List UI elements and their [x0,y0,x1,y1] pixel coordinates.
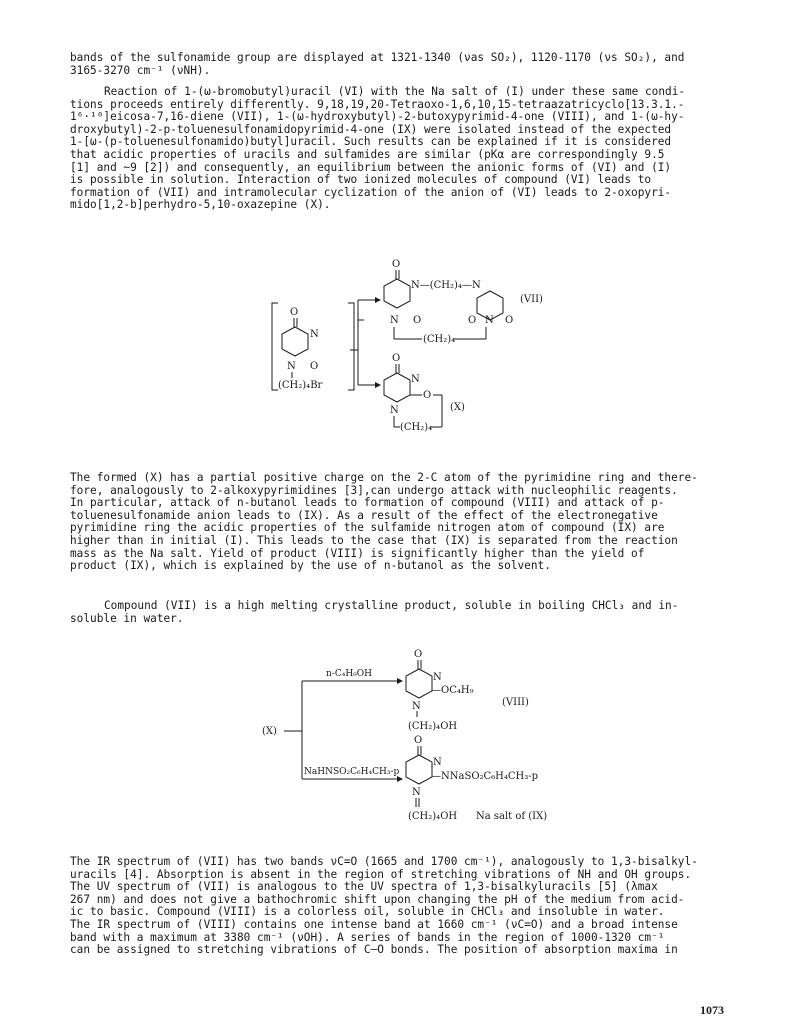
paragraph-2 [70,86,750,212]
text-line: is possible in solution. Interaction of two ionized molecules of compound (VI) leads to [70,174,652,187]
scheme-2-drawing [262,645,562,835]
group-nnaso2: —NNaSO₂C₆H₄CH₃-p [431,771,539,782]
scheme-1-drawing [250,255,570,455]
atom-o-bottom: O [414,735,423,746]
atom-n-vii-bottom: N [390,315,399,326]
atom-o-vii-top: O [392,259,401,270]
text-line: Reaction of 1-(ω-bromobutyl)uracil (VI) with the Na salt of (I) under these same condi- [104,86,686,98]
text-line: tions proceeds entirely differently. 9,18,19,20-Tetraoxo-1,6,10,15-tetraazatricyclo[13.3.1.- [70,98,685,111]
text-line: pyrimidine ring the acidic properties of the sulfamide nitrogen atom of compound (IX) are [70,522,665,535]
ch2-br-label: (CH₂)₄Br [278,380,323,391]
text-line: In particular, attack of n-butanol leads to formation of compound (VIII) and attack of p- [70,497,665,510]
compound-x-start: (X) [262,726,277,737]
text-line: higher than in initial (I). This leads to the case that (IX) is separated from the reaction [70,534,678,547]
text-line: mido[1,2-b]perhydro-5,10-oxazepine (X). [70,199,331,212]
ch2-vii-label: (CH₂)₄ [423,334,456,345]
atom-o-x-ring: O [423,390,432,401]
text-line: bands of the sulfonamide group are displayed at 1321-1340 (νas SO₂), 1120-1170 (νs SO₂), and [70,52,685,64]
reagent-sulfonamide: NaHNSO₂C₆H₄CH₃-p [304,767,400,777]
text-line: formation of (VII) and intramolecular cyclization of the anion of (VI) leads to 2-oxopyri- [70,186,672,199]
text-line: The IR spectrum of (VIII) contains one intense band at 1660 cm⁻¹ (νC=O) and a broad intense [70,918,678,931]
text-line: The formed (X) has a partial positive charge on the 2-C atom of the pyrimidine ring and there- [70,472,698,484]
text-line: droxybutyl)-2-p-toluenesulfonamidopyrimid-4-one (IX) were isolated instead of the expected [70,123,672,136]
atom-n-bottom-left: N [287,361,296,372]
text-line: soluble in water. [70,612,184,625]
text-line: 1⁶·¹⁰]eicosa-7,16-diene (VII), 1-(ω-hydroxybutyl)-2-butoxypyrimid-4-one (VIII), and 1-(ω-hy- [70,111,685,124]
text-line: that acidic properties of uracils and sulfamides are similar (pKα are correspondingly 9.5 [70,148,665,161]
text-line: The UV spectrum of (VII) is analogous to the UV spectra of 1,3-bisalkyluracils [5] (λmax [70,881,658,894]
text-line: mass as the Na salt. Yield of product (VIII) is significantly higher than the yield of [70,547,645,560]
atom-o-left: O [290,307,299,318]
na-salt-ix-label: Na salt of (IX) [476,811,548,822]
atom-n-vii-right: N [485,315,494,326]
text-line: 267 nm) and does not give a bathochromic shift upon changing the pH of the medium from acid- [70,893,685,906]
reaction-scheme-1 [250,255,570,455]
text-line: The IR spectrum of (VII) has two bands νC=O (1665 and 1700 cm⁻¹), analogously to 1,3-bisalkyl- [70,856,698,868]
atom-n-bottom: N [433,757,442,768]
reagent-n-butanol: n-C₄H₉OH [326,669,373,679]
atom-n-top-bottom: N [412,701,421,712]
text-line: uracils [4]. Absorption is absent in the region of stretching vibrations of NH and OH groups. [70,868,692,881]
text-line: product (IX), which is explained by the use of n-butanol as the solvent. [70,560,551,573]
text-line: [1] and ~9 [2]) and consequently, an equilibrium between the anionic forms of (VI) and (I) [70,161,672,174]
paragraph-4 [70,600,750,625]
text-line: Compound (VII) is a high melting crystalline product, soluble in boiling CHCl₃ and in- [104,600,679,612]
atom-o-x-top: O [392,353,401,364]
atom-n-x: N [411,374,420,385]
text-line: fore, analogously to 2-alkoxypyrimidines [3],can undergo attack with nucleophilic reagents. [70,484,678,497]
page-number: 1073 [700,1003,724,1017]
text-line: 1-[ω-(p-toluenesulfonamido)butyl]uracil. Such results can be explained if it is considered [70,136,672,149]
text-line: band with a maximum at 3380 cm⁻¹ (νOH). A series of bands in the region of 1000-1320 cm⁻¹ [70,931,665,944]
atom-n-vii-side: N—(CH₂)₄—N [411,280,481,291]
compound-viii-label: (VIII) [502,697,529,708]
paragraph-5 [70,856,750,957]
atom-o-vii-bottom: O [413,315,422,326]
text-line: ic to basic. Compound (VIII) is a colorless oil, soluble in CHCl₃ and insoluble in water. [70,906,665,919]
ch2-oh-top: (CH₂)₄OH [408,721,458,732]
ch2-x-label: (CH₂)₄ [400,422,433,433]
atom-o-vii-right: O [468,315,477,326]
atom-o-bottom-left: O [310,361,319,372]
atom-o-vii-right2: O [505,315,514,326]
text-line: toluenesulfonamide anion leads to (IX). As a result of the effect of the electronegative [70,509,658,522]
compound-x-label: (X) [450,402,465,413]
atom-o-top: O [414,649,423,660]
reaction-scheme-2 [262,645,562,835]
atom-n-top: N [433,672,442,683]
text-line: 3165-3270 cm⁻¹ (νNH). [70,64,211,77]
compound-vii-label: (VII) [520,294,543,305]
group-oc4h9: —OC₄H₉ [431,685,474,696]
text-line: can be assigned to stretching vibrations of C–O bonds. The position of absorption maxima in [70,944,678,957]
paragraph-3 [70,472,750,573]
atom-n-x-bottom: N [390,405,399,416]
atom-n-left: N [310,329,319,340]
ch2-oh-bottom: (CH₂)₄OH [408,811,458,822]
paragraph-1 [70,52,750,77]
atom-n-bottom-bottom: N [412,787,421,798]
